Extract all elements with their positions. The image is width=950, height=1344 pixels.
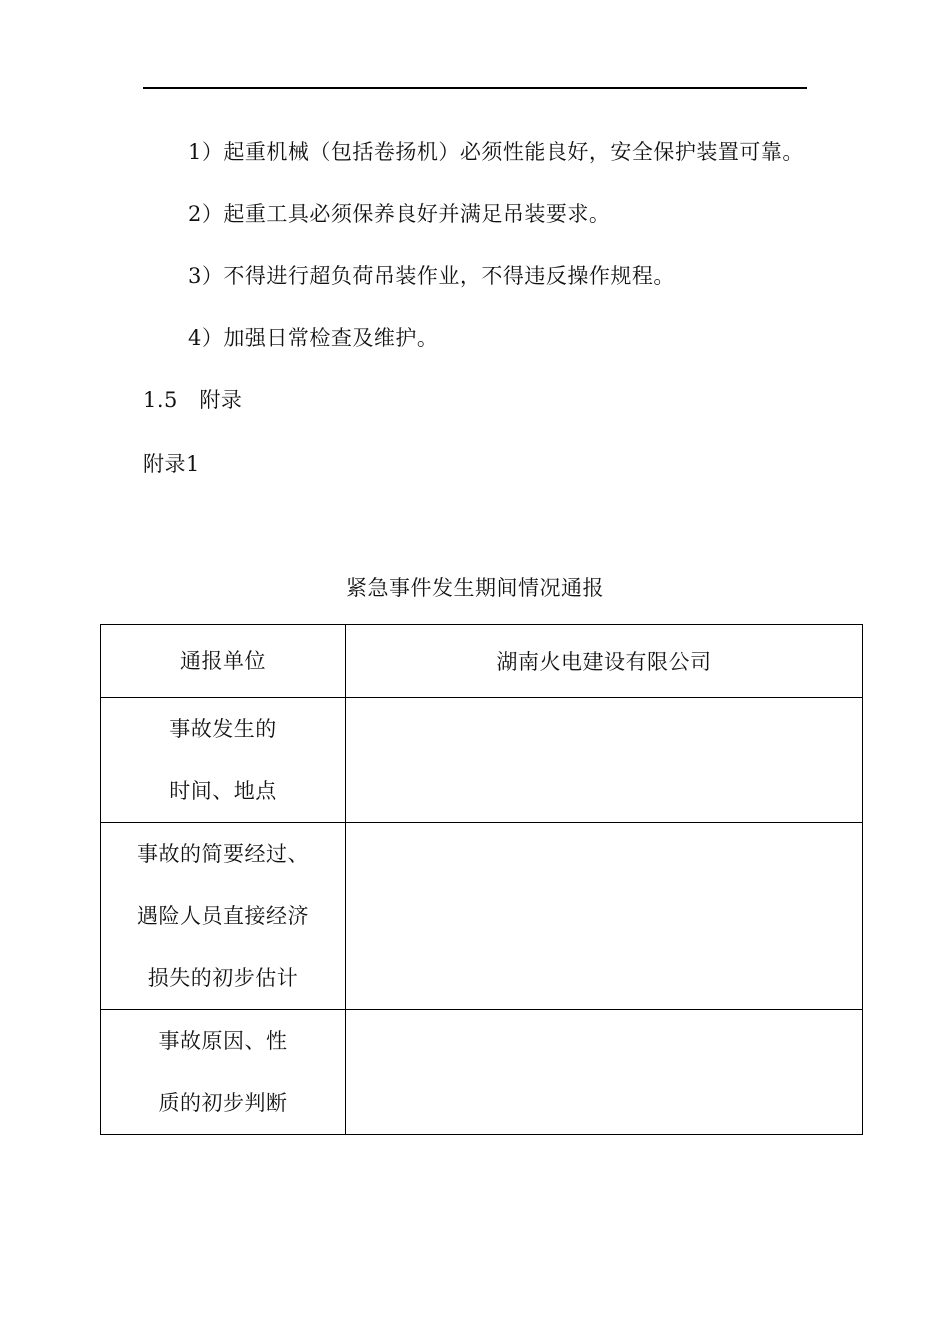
label-line: 损失的初步估计 (147, 966, 299, 990)
label-line: 质的初步判断 (158, 1091, 288, 1115)
row-value-brief-process (346, 823, 863, 1010)
label-line: 事故的简要经过、 (137, 842, 309, 866)
table-title: 紧急事件发生期间情况通报 (346, 576, 604, 600)
label-line: 时间、地点 (169, 779, 277, 803)
appendix-label: 附录1 (143, 452, 200, 476)
paragraph-daily-inspection: 4）加强日常检查及维护。 (188, 326, 439, 350)
row-value-time-location (346, 698, 863, 823)
row-value-cause-nature (346, 1010, 863, 1135)
label-line: 事故发生的 (169, 717, 277, 741)
incident-report-table (100, 624, 863, 1135)
label-line: 遇险人员直接经济 (137, 904, 309, 928)
paragraph-lifting-machinery: 1）起重机械（包括卷扬机）必须性能良好，安全保护装置可靠。 (188, 140, 804, 164)
paragraph-lifting-tools: 2）起重工具必须保养良好并满足吊装要求。 (188, 202, 611, 226)
label-line: 事故原因、性 (158, 1029, 288, 1053)
table-row (101, 823, 863, 1010)
label-line: 通报单位 (180, 649, 266, 673)
table-row (101, 1010, 863, 1135)
table-row (101, 625, 863, 698)
row-label-time-location (101, 698, 346, 823)
row-label-cause-nature (101, 1010, 346, 1135)
row-label-reporting-unit (101, 625, 346, 698)
paragraph-no-overload: 3）不得进行超负荷吊装作业，不得违反操作规程。 (188, 264, 675, 288)
table-row (101, 698, 863, 823)
section-heading: 1.5 附录 (143, 388, 243, 412)
header-rule (143, 87, 807, 89)
row-label-brief-process (101, 823, 346, 1010)
row-value-reporting-unit: 湖南火电建设有限公司 (346, 625, 863, 698)
